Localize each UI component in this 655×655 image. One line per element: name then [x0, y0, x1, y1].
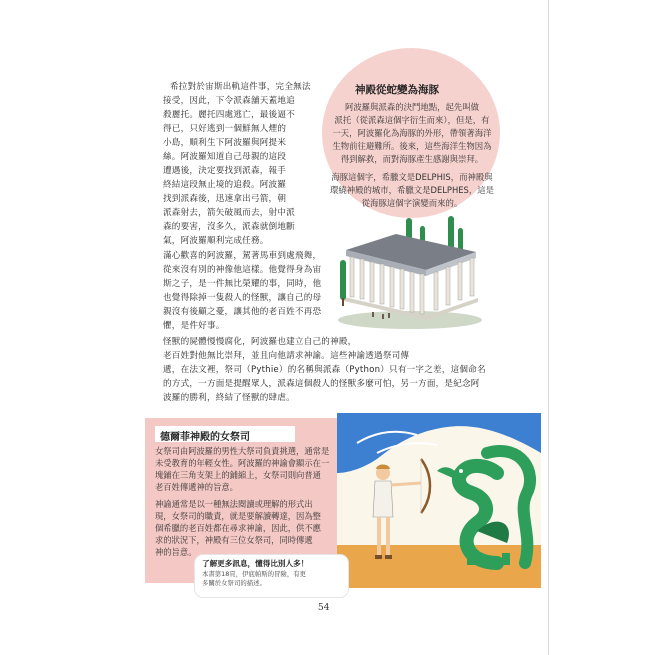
text-line: 絲。阿波羅知道自己母親的這段	[163, 152, 287, 162]
temple-illustration	[336, 212, 484, 330]
text-line: 希拉對於宙斯出軌這件事，完全無法	[170, 82, 311, 92]
text-line: 得已，只好逃到一個鮮無人煙的	[163, 124, 287, 134]
apollo-python-illustration	[337, 413, 541, 588]
delphi-line: 求的狀況下，神殿有三位女祭司，同時傳遞	[155, 535, 313, 545]
ground	[337, 545, 541, 588]
sidebar-line: 一天，阿波羅化為海豚的外形，帶領著海洋	[332, 128, 492, 138]
text-line: 波羅的勝利，終結了怪獸的肆虐。	[163, 393, 295, 403]
text-line: 找到派森後，迅速拿出弓箭，朝	[163, 194, 287, 204]
sidebar-title: 神殿從蛇變為海豚	[355, 84, 439, 96]
text-line: 派森射去，箭矢破風而去，射中派	[163, 208, 295, 218]
sidebar-line: 從海豚這個字演變而來的。	[361, 198, 463, 208]
text-line: 小島，順利生下阿波羅與阿提米	[163, 138, 287, 148]
tree-trunk	[342, 298, 344, 306]
cypress-tree	[448, 216, 454, 250]
sidebar-line: 生物前往避難所。後來，這些海洋生物因為	[332, 141, 492, 151]
callout-line: 多關於女祭司的描述。	[202, 579, 266, 587]
delphi-line: 未受教育的年輕女性。阿波羅的神諭會顯示在一	[155, 458, 330, 468]
sidebar-line: 海豚這個字，希臘文是DELPHIS，而神殿與	[331, 172, 493, 182]
delphi-line: 神諭通常是以一種無法閱讀或理解的形式出	[155, 499, 313, 509]
cypress-tree	[340, 260, 346, 300]
delphi-line: 神的旨意。	[155, 547, 197, 557]
page-number: 54	[318, 603, 330, 613]
text-line: 終結這段無止境的追殺。阿波羅	[163, 180, 287, 190]
text-line: 懼，是件好事。	[163, 321, 225, 331]
text-line: 也覺得除掉一隻殺人的怪獸，讓自己的母	[163, 293, 322, 303]
delphi-line: 個希臘的老百姓都在尋求神諭，因此，供不應	[155, 523, 321, 533]
text-line: 接受，因此，下令派森舖天蓋地追	[163, 96, 295, 106]
callout-line: 本書第18頁，伊底帕斯的冒險，有更	[202, 570, 306, 578]
delphi-line: 塊鋪在三角支架上的鋪縮上，女祭司則向普通	[155, 470, 321, 480]
text-line: 從來沒有別的神像他這樣。他覺得身為宙	[163, 265, 322, 275]
callout-title: 了解更多訊息，懂得比別人多！	[202, 559, 309, 568]
text-line: 滿心歡喜的阿波羅，駕著馬車到處飛舞，	[163, 251, 322, 261]
sidebar-line: 派托（從派森這個字衍生而來），但是，有	[334, 115, 490, 125]
text-line: 親沒有後顧之憂，讓其他的老百姓不再恐	[163, 307, 322, 317]
sidebar-line: 得到解救，而對海豚產生感謝與崇拜。	[340, 154, 484, 164]
callout-text	[202, 570, 342, 588]
sidebar-line: 阿波羅與派森的決鬥地點，起先叫做	[345, 102, 479, 112]
text-line: 老百姓對他無比崇拜，並且向他請求神諭。這些神諭透過祭司傳	[163, 351, 410, 361]
text-line: 森的要害，沒多久，派森就倒地斷	[163, 222, 295, 232]
sidebar-line: 環繞神殿的城市，希臘文是DELPHES，這是	[330, 185, 494, 195]
text-line: 的方式，一方面是提醒眾人，派森這個殺人的怪獸多麼可怕，另一方面，是紀念阿	[163, 379, 480, 389]
text-line: 氣，阿波羅順利完成任務。	[163, 236, 269, 246]
page-edge-divider	[548, 0, 549, 655]
text-line: 殺麗托。麗托四處逃亡，最後逼不	[163, 110, 295, 120]
delphi-line: 老百姓傳遞神的旨意。	[155, 482, 238, 492]
text-line: 遞，在法文裡，祭司（Pythie）的名稱與派森（Python）只有一字之差，這個命名	[163, 365, 486, 375]
delphi-line: 現，女祭司的職責，就是要解讀轉達，因為整	[155, 511, 321, 521]
delphi-line: 女祭司由阿波羅的男性大祭司負責挑選，通常是	[155, 446, 330, 456]
text-line: 遭遇後，決定要找到派森，報手	[163, 166, 287, 176]
text-line: 怪獸的屍體慢慢腐化，阿波羅也建立自己的神殿，	[163, 337, 357, 347]
text-line: 斯之子，是一件無比榮耀的事，同時，他	[163, 279, 322, 289]
delphi-title: 德爾菲神殿的女祭司	[160, 432, 250, 443]
